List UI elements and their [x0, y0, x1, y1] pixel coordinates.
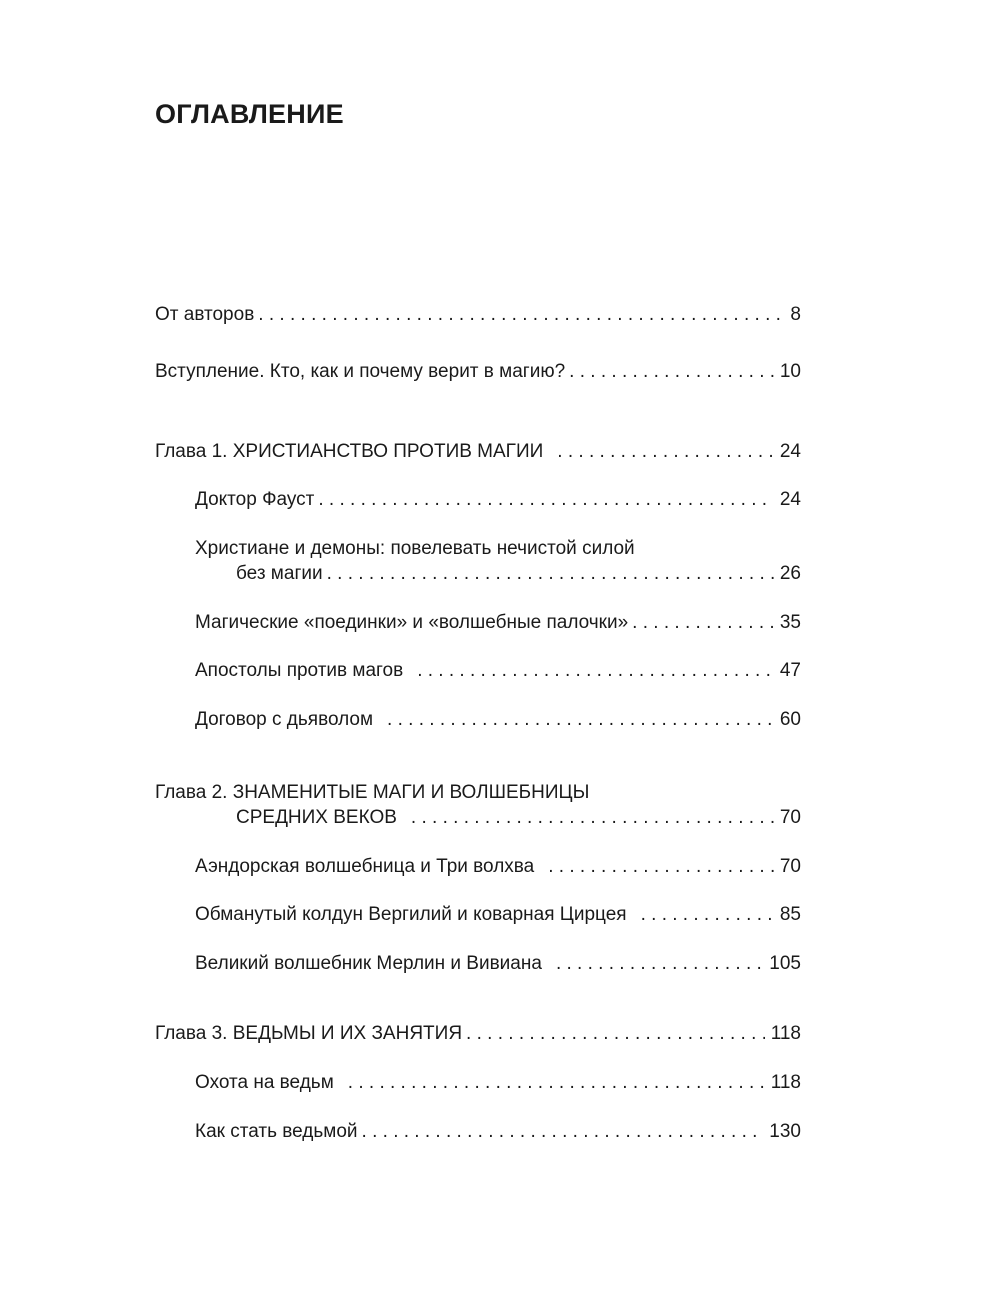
toc-entry-virgil-circe[interactable] [195, 903, 801, 927]
toc-chapter-2[interactable] [236, 806, 801, 830]
toc-page-number: 35 [779, 612, 801, 633]
toc-page-number: 105 [769, 953, 801, 974]
dot-leader [411, 806, 774, 830]
toc-entry-introduction[interactable] [155, 360, 801, 384]
page-title: ОГЛАВЛЕНИЕ [155, 99, 344, 129]
toc-entry-title: Охота на ведьм [195, 1072, 334, 1093]
toc-entry-christians-demons-line1[interactable]: Христиане и демоны: повелевать нечистой силой [195, 538, 635, 559]
toc-entry-authors[interactable] [155, 303, 801, 327]
toc-entry-title: Глава 3. ВЕДЬМЫ И ИХ ЗАНЯТИЯ [155, 1023, 463, 1044]
toc-entry-become-witch[interactable] [195, 1120, 801, 1144]
toc-page-number: 47 [779, 660, 801, 681]
dot-leader [632, 611, 774, 635]
dot-leader [318, 488, 773, 512]
toc-entry-title: Договор с дьяволом [195, 709, 374, 730]
toc-page-number: 118 [770, 1072, 801, 1093]
toc-entry-witch-hunt[interactable] [195, 1071, 801, 1095]
dot-leader [327, 562, 774, 586]
toc-entry-title: Как стать ведьмой [195, 1121, 358, 1142]
toc-entry-title: Апостолы против магов [195, 660, 404, 681]
toc-page-number: 8 [790, 304, 801, 325]
dot-leader [556, 952, 763, 976]
toc-entry-title: Глава 1. ХРИСТИАНСТВО ПРОТИВ МАГИИ [155, 441, 544, 462]
toc-chapter-2-line1[interactable]: Глава 2. ЗНАМЕНИТЫЕ МАГИ И ВОЛШЕБНИЦЫ [155, 782, 590, 803]
toc-entry-title: Обманутый колдун Вергилий и коварная Цирцея [195, 904, 627, 925]
toc-entry-title: СРЕДНИХ ВЕКОВ [236, 807, 397, 828]
toc-page-number: 60 [779, 709, 801, 730]
toc-entry-title: Доктор Фауст [195, 489, 315, 510]
toc-entry-endor-witch[interactable] [195, 855, 801, 879]
toc-chapter-1[interactable] [155, 440, 801, 464]
toc-entry-apostles[interactable] [195, 659, 801, 683]
dot-leader [548, 855, 774, 879]
toc-entry-devil-contract[interactable] [195, 708, 801, 732]
dot-leader [641, 903, 774, 927]
dot-leader [258, 303, 784, 327]
toc-page-number: 26 [779, 563, 801, 584]
toc-entry-title: без магии [236, 563, 323, 584]
toc-entry-merlin-viviane[interactable] [195, 952, 801, 976]
toc-page-number: 70 [779, 856, 801, 877]
toc-entry-title: Магические «поединки» и «волшебные палочки» [195, 612, 629, 633]
toc-entry-christians-demons[interactable] [236, 562, 801, 586]
toc-entry-magic-duels[interactable] [195, 611, 801, 635]
dot-leader [569, 360, 774, 384]
dot-leader [417, 659, 774, 683]
toc-entry-title: Великий волшебник Мерлин и Вивиана [195, 953, 542, 974]
toc-chapter-3[interactable] [155, 1022, 801, 1046]
dot-leader [362, 1120, 764, 1144]
dot-leader [557, 440, 774, 464]
dot-leader [348, 1071, 765, 1095]
toc-page-number: 70 [779, 807, 801, 828]
dot-leader [387, 708, 774, 732]
toc-entry-title: От авторов [155, 304, 255, 325]
toc-entry-title: Вступление. Кто, как и почему верит в магию? [155, 361, 566, 382]
dot-leader [466, 1022, 765, 1046]
toc-page-number: 24 [779, 489, 801, 510]
toc-page-number: 85 [779, 904, 801, 925]
toc-page-number: 118 [770, 1023, 801, 1044]
toc-entry-title: Аэндорская волшебница и Три волхва [195, 856, 535, 877]
toc-page-number: 10 [779, 361, 801, 382]
toc-entry-doctor-faust[interactable] [195, 488, 801, 512]
toc-page-number: 24 [779, 441, 801, 462]
toc-page-number: 130 [769, 1121, 801, 1142]
